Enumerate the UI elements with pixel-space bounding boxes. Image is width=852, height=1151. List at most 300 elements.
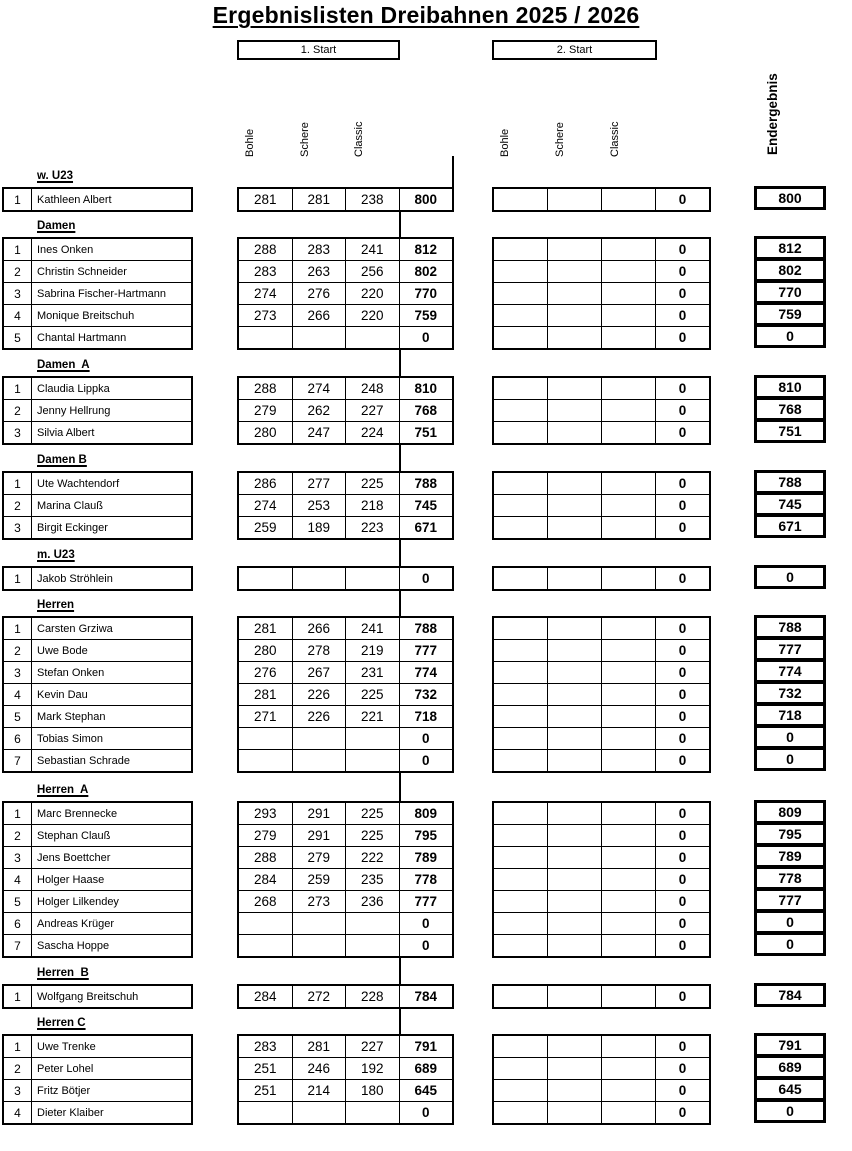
score-cell xyxy=(346,913,400,934)
table-row xyxy=(494,1036,709,1058)
score-cell: 281 xyxy=(293,189,347,210)
score-cell xyxy=(548,517,602,538)
score-cell xyxy=(602,847,656,868)
table-row xyxy=(239,1102,452,1123)
start2-total-cell: 0 xyxy=(678,687,687,702)
table-row xyxy=(239,935,452,956)
score-cell: 259 xyxy=(239,517,293,538)
score-cell: 251 xyxy=(239,1080,293,1101)
table-row xyxy=(4,517,191,538)
score-cell xyxy=(548,283,602,304)
score-cell: 220 xyxy=(346,305,400,326)
score-cell xyxy=(346,935,400,956)
score-cell xyxy=(494,750,548,771)
player-name-cell: Tobias Simon xyxy=(37,732,104,745)
player-name-cell: Birgit Eckinger xyxy=(37,521,108,534)
start2-total-cell: 0 xyxy=(678,989,687,1004)
score-cell xyxy=(602,706,656,727)
score-cell: 263 xyxy=(293,261,347,282)
score-cell: 272 xyxy=(293,986,347,1007)
score-cell xyxy=(602,568,656,589)
discipline-header-bohle: Bohle xyxy=(244,128,256,157)
start2-total-cell: 0 xyxy=(678,753,687,768)
score-cell xyxy=(494,517,548,538)
score-cell xyxy=(494,913,548,934)
score-cell xyxy=(293,750,347,771)
score-cell xyxy=(548,495,602,516)
table-row xyxy=(494,473,709,495)
section-header: Herren C xyxy=(37,1017,86,1029)
table-row xyxy=(494,684,709,706)
score-cell xyxy=(239,728,293,749)
table-row xyxy=(239,684,452,706)
final-score-box: 0 xyxy=(754,725,826,749)
score-cell: 224 xyxy=(346,422,400,443)
final-score-box: 0 xyxy=(754,565,826,589)
table-row xyxy=(239,239,452,261)
final-score-box: 0 xyxy=(754,747,826,771)
player-name-cell: Stefan Onken xyxy=(37,666,105,679)
table-row xyxy=(494,803,709,825)
table-row xyxy=(494,283,709,305)
start2-total-cell: 0 xyxy=(678,1083,687,1098)
rank-cell: 5 xyxy=(4,327,32,348)
rank-cell: 3 xyxy=(4,1080,32,1101)
score-cell: 274 xyxy=(239,495,293,516)
start1-total-cell: 768 xyxy=(414,403,438,418)
table-row xyxy=(239,750,452,771)
table-row xyxy=(4,327,191,348)
start1-header-box: 1. Start xyxy=(237,40,400,60)
rank-cell: 3 xyxy=(4,662,32,683)
score-cell: 241 xyxy=(346,239,400,260)
page-title: Ergebnislisten Dreibahnen 2025 / 2026 xyxy=(212,2,640,28)
final-score-box: 0 xyxy=(754,910,826,934)
players-table xyxy=(2,471,193,540)
start1-total-cell: 770 xyxy=(414,286,438,301)
score-cell xyxy=(494,327,548,348)
start2-total-cell: 0 xyxy=(678,192,687,207)
score-cell: 236 xyxy=(346,891,400,912)
score-cell: 279 xyxy=(239,825,293,846)
score-cell xyxy=(548,803,602,824)
table-row xyxy=(239,517,452,538)
player-name-cell: Uwe Trenke xyxy=(37,1040,96,1053)
score-cell: 273 xyxy=(293,891,347,912)
score-cell: 271 xyxy=(239,706,293,727)
table-row xyxy=(239,825,452,847)
score-cell xyxy=(494,495,548,516)
start1-total-cell: 0 xyxy=(421,753,430,768)
score-cell: 226 xyxy=(293,706,347,727)
start1-total-cell: 795 xyxy=(414,828,438,843)
table-row xyxy=(4,618,191,640)
rank-cell: 5 xyxy=(4,706,32,727)
score-cell: 226 xyxy=(293,684,347,705)
section-header: Damen A xyxy=(37,359,90,371)
table-row xyxy=(4,1102,191,1123)
score-cell: 259 xyxy=(293,869,347,890)
rank-cell: 1 xyxy=(4,618,32,639)
score-cell xyxy=(602,378,656,399)
table-row xyxy=(494,986,709,1007)
rank-cell: 1 xyxy=(4,239,32,260)
score-cell: 238 xyxy=(346,189,400,210)
score-cell xyxy=(239,913,293,934)
score-cell xyxy=(494,378,548,399)
final-score-box: 768 xyxy=(754,397,826,421)
start2-total-cell: 0 xyxy=(678,498,687,513)
score-cell xyxy=(602,400,656,421)
score-cell xyxy=(494,803,548,824)
score-cell xyxy=(346,568,400,589)
table-row xyxy=(4,378,191,400)
score-cell xyxy=(548,189,602,210)
score-cell xyxy=(293,1102,347,1123)
score-cell xyxy=(239,327,293,348)
start2-scores-table xyxy=(492,801,711,958)
table-row xyxy=(4,750,191,771)
start1-total-cell: 784 xyxy=(414,989,438,1004)
score-cell: 283 xyxy=(239,261,293,282)
table-row xyxy=(4,913,191,935)
rank-cell: 4 xyxy=(4,305,32,326)
table-row xyxy=(494,750,709,771)
score-cell xyxy=(548,568,602,589)
score-cell xyxy=(602,1058,656,1079)
score-cell xyxy=(239,750,293,771)
start2-scores-table xyxy=(492,566,711,591)
final-score-box: 770 xyxy=(754,280,826,304)
score-cell: 262 xyxy=(293,400,347,421)
score-cell: 288 xyxy=(239,378,293,399)
score-cell xyxy=(548,1058,602,1079)
table-row xyxy=(4,684,191,706)
score-cell: 280 xyxy=(239,422,293,443)
section-header: w. U23 xyxy=(37,170,74,182)
final-score-box: 778 xyxy=(754,866,826,890)
score-cell: 251 xyxy=(239,1058,293,1079)
rank-cell: 6 xyxy=(4,728,32,749)
final-score-box: 788 xyxy=(754,470,826,494)
start1-total-cell: 802 xyxy=(414,264,438,279)
table-row xyxy=(4,305,191,327)
start2-total-cell: 0 xyxy=(678,621,687,636)
score-cell xyxy=(494,662,548,683)
score-cell xyxy=(602,327,656,348)
players-table xyxy=(2,984,193,1009)
table-row xyxy=(4,568,191,589)
final-score-box: 810 xyxy=(754,375,826,399)
player-name-cell: Jens Boettcher xyxy=(37,851,111,864)
start2-total-cell: 0 xyxy=(678,828,687,843)
start2-total-cell: 0 xyxy=(678,1061,687,1076)
start1-total-cell: 778 xyxy=(414,872,438,887)
player-name-cell: Ines Onken xyxy=(37,243,94,256)
score-cell xyxy=(494,706,548,727)
score-cell xyxy=(602,189,656,210)
start2-total-cell: 0 xyxy=(678,916,687,931)
rank-cell: 4 xyxy=(4,869,32,890)
players-table xyxy=(2,566,193,591)
score-cell: 219 xyxy=(346,640,400,661)
rank-cell: 3 xyxy=(4,283,32,304)
score-cell xyxy=(602,618,656,639)
table-row xyxy=(4,400,191,422)
score-cell: 221 xyxy=(346,706,400,727)
player-name-cell: Ute Wachtendorf xyxy=(37,477,120,490)
score-cell xyxy=(602,935,656,956)
table-row xyxy=(494,422,709,443)
final-score-box: 800 xyxy=(754,186,826,210)
rank-cell: 1 xyxy=(4,473,32,494)
start1-scores-table xyxy=(237,1034,454,1125)
start1-total-cell: 789 xyxy=(414,850,438,865)
score-cell xyxy=(239,935,293,956)
start2-total-cell: 0 xyxy=(678,264,687,279)
score-cell: 231 xyxy=(346,662,400,683)
score-cell: 284 xyxy=(239,986,293,1007)
final-score-box: 751 xyxy=(754,419,826,443)
score-cell xyxy=(346,750,400,771)
table-row xyxy=(494,568,709,589)
score-cell: 291 xyxy=(293,825,347,846)
table-row xyxy=(239,986,452,1007)
start2-scores-table xyxy=(492,237,711,350)
score-cell xyxy=(494,1080,548,1101)
start1-total-cell: 689 xyxy=(414,1061,438,1076)
table-row xyxy=(239,422,452,443)
table-row xyxy=(239,1058,452,1080)
score-cell xyxy=(602,750,656,771)
table-row xyxy=(494,869,709,891)
score-cell xyxy=(602,640,656,661)
section-header: m. U23 xyxy=(37,549,75,561)
table-row xyxy=(4,422,191,443)
table-row xyxy=(4,803,191,825)
score-cell xyxy=(494,935,548,956)
final-score-box: 795 xyxy=(754,822,826,846)
table-row xyxy=(239,1036,452,1058)
rank-cell: 1 xyxy=(4,189,32,210)
score-cell xyxy=(548,662,602,683)
score-cell xyxy=(602,261,656,282)
score-cell xyxy=(293,728,347,749)
score-cell: 288 xyxy=(239,239,293,260)
table-row xyxy=(4,640,191,662)
discipline-header-bohle: Bohle xyxy=(499,128,511,157)
start2-header-box: 2. Start xyxy=(492,40,657,60)
score-cell xyxy=(602,1036,656,1057)
final-score-box: 774 xyxy=(754,659,826,683)
table-row xyxy=(494,640,709,662)
score-cell: 279 xyxy=(293,847,347,868)
score-cell xyxy=(494,847,548,868)
start1-scores-table xyxy=(237,471,454,540)
start2-total-cell: 0 xyxy=(678,286,687,301)
score-cell: 218 xyxy=(346,495,400,516)
player-name-cell: Chantal Hartmann xyxy=(37,331,127,344)
final-score-box: 0 xyxy=(754,932,826,956)
score-cell: 266 xyxy=(293,618,347,639)
score-cell xyxy=(548,400,602,421)
start2-total-cell: 0 xyxy=(678,520,687,535)
start2-scores-table xyxy=(492,471,711,540)
players-table xyxy=(2,376,193,445)
score-cell xyxy=(548,239,602,260)
score-cell xyxy=(494,422,548,443)
start1-total-cell: 751 xyxy=(414,425,438,440)
discipline-header-classic: Classic xyxy=(609,121,621,157)
start2-total-cell: 0 xyxy=(678,425,687,440)
start1-total-cell: 0 xyxy=(421,571,430,586)
player-name-cell: Uwe Bode xyxy=(37,644,88,657)
score-cell xyxy=(602,803,656,824)
final-score-box: 759 xyxy=(754,302,826,326)
score-cell xyxy=(548,305,602,326)
players-table xyxy=(2,616,193,773)
score-cell: 222 xyxy=(346,847,400,868)
discipline-header-schere: Schere xyxy=(554,122,566,157)
rank-cell: 2 xyxy=(4,825,32,846)
score-cell xyxy=(602,986,656,1007)
start1-total-cell: 0 xyxy=(421,916,430,931)
player-name-cell: Jakob Ströhlein xyxy=(37,572,113,585)
rank-cell: 5 xyxy=(4,891,32,912)
score-cell: 284 xyxy=(239,869,293,890)
discipline-header-schere: Schere xyxy=(299,122,311,157)
final-score-box: 802 xyxy=(754,258,826,282)
section-header: Damen xyxy=(37,220,76,232)
table-row xyxy=(239,706,452,728)
final-score-box: 0 xyxy=(754,1099,826,1123)
score-cell xyxy=(602,422,656,443)
score-cell: 293 xyxy=(239,803,293,824)
score-cell: 283 xyxy=(239,1036,293,1057)
player-name-cell: Monique Breitschuh xyxy=(37,309,135,322)
score-cell: 281 xyxy=(239,189,293,210)
table-row xyxy=(4,283,191,305)
score-cell: 225 xyxy=(346,684,400,705)
start1-total-cell: 812 xyxy=(414,242,438,257)
score-cell xyxy=(548,1080,602,1101)
score-cell xyxy=(548,422,602,443)
score-cell: 274 xyxy=(293,378,347,399)
score-cell xyxy=(293,935,347,956)
score-cell xyxy=(293,913,347,934)
players-table xyxy=(2,1034,193,1125)
table-row xyxy=(239,640,452,662)
players-table xyxy=(2,801,193,958)
score-cell xyxy=(548,728,602,749)
table-row xyxy=(4,869,191,891)
score-cell xyxy=(494,728,548,749)
score-cell xyxy=(494,261,548,282)
score-cell: 274 xyxy=(239,283,293,304)
player-name-cell: Peter Lohel xyxy=(37,1062,94,1075)
player-name-cell: Kathleen Albert xyxy=(37,193,112,206)
score-cell xyxy=(494,1102,548,1123)
player-name-cell: Sascha Hoppe xyxy=(37,939,110,952)
score-cell xyxy=(548,1102,602,1123)
final-score-box: 0 xyxy=(754,324,826,348)
score-cell xyxy=(548,684,602,705)
start1-total-cell: 777 xyxy=(414,643,438,658)
score-cell: 246 xyxy=(293,1058,347,1079)
table-row xyxy=(4,891,191,913)
start1-scores-table xyxy=(237,376,454,445)
final-score-box: 732 xyxy=(754,681,826,705)
start1-scores-table xyxy=(237,237,454,350)
final-score-box: 789 xyxy=(754,844,826,868)
score-cell: 225 xyxy=(346,803,400,824)
section-header: Herren xyxy=(37,599,75,611)
start1-total-cell: 0 xyxy=(421,1105,430,1120)
score-cell: 288 xyxy=(239,847,293,868)
players-table xyxy=(2,187,193,212)
score-cell xyxy=(602,684,656,705)
score-cell: 192 xyxy=(346,1058,400,1079)
table-row xyxy=(494,706,709,728)
table-row xyxy=(494,261,709,283)
start2-total-cell: 0 xyxy=(678,872,687,887)
score-cell xyxy=(239,568,293,589)
table-row xyxy=(239,495,452,517)
table-row xyxy=(4,706,191,728)
table-row xyxy=(239,662,452,684)
table-row xyxy=(494,305,709,327)
start1-total-cell: 0 xyxy=(421,330,430,345)
start2-scores-table xyxy=(492,1034,711,1125)
score-cell xyxy=(602,239,656,260)
start2-scores-table xyxy=(492,376,711,445)
start1-total-cell: 718 xyxy=(414,709,438,724)
start2-total-cell: 0 xyxy=(678,476,687,491)
score-cell xyxy=(494,891,548,912)
table-row xyxy=(494,400,709,422)
score-cell: 248 xyxy=(346,378,400,399)
player-name-cell: Andreas Krüger xyxy=(37,917,115,930)
start1-scores-table xyxy=(237,187,454,212)
start2-total-cell: 0 xyxy=(678,330,687,345)
final-score-box: 689 xyxy=(754,1055,826,1079)
table-row xyxy=(494,847,709,869)
score-cell xyxy=(293,327,347,348)
table-row xyxy=(494,1102,709,1123)
final-score-box: 718 xyxy=(754,703,826,727)
start2-total-cell: 0 xyxy=(678,709,687,724)
table-row xyxy=(494,935,709,956)
score-cell: 189 xyxy=(293,517,347,538)
score-cell xyxy=(548,935,602,956)
score-cell xyxy=(548,891,602,912)
final-score-box: 784 xyxy=(754,983,826,1007)
score-cell xyxy=(602,728,656,749)
score-cell: 283 xyxy=(293,239,347,260)
table-row xyxy=(494,327,709,348)
start1-total-cell: 745 xyxy=(414,498,438,513)
score-cell: 180 xyxy=(346,1080,400,1101)
start1-total-cell: 810 xyxy=(414,381,438,396)
score-cell: 273 xyxy=(239,305,293,326)
table-row xyxy=(494,517,709,538)
start1-scores-table xyxy=(237,616,454,773)
score-cell: 268 xyxy=(239,891,293,912)
table-row xyxy=(239,473,452,495)
score-cell xyxy=(602,662,656,683)
score-cell xyxy=(602,517,656,538)
table-row xyxy=(494,239,709,261)
